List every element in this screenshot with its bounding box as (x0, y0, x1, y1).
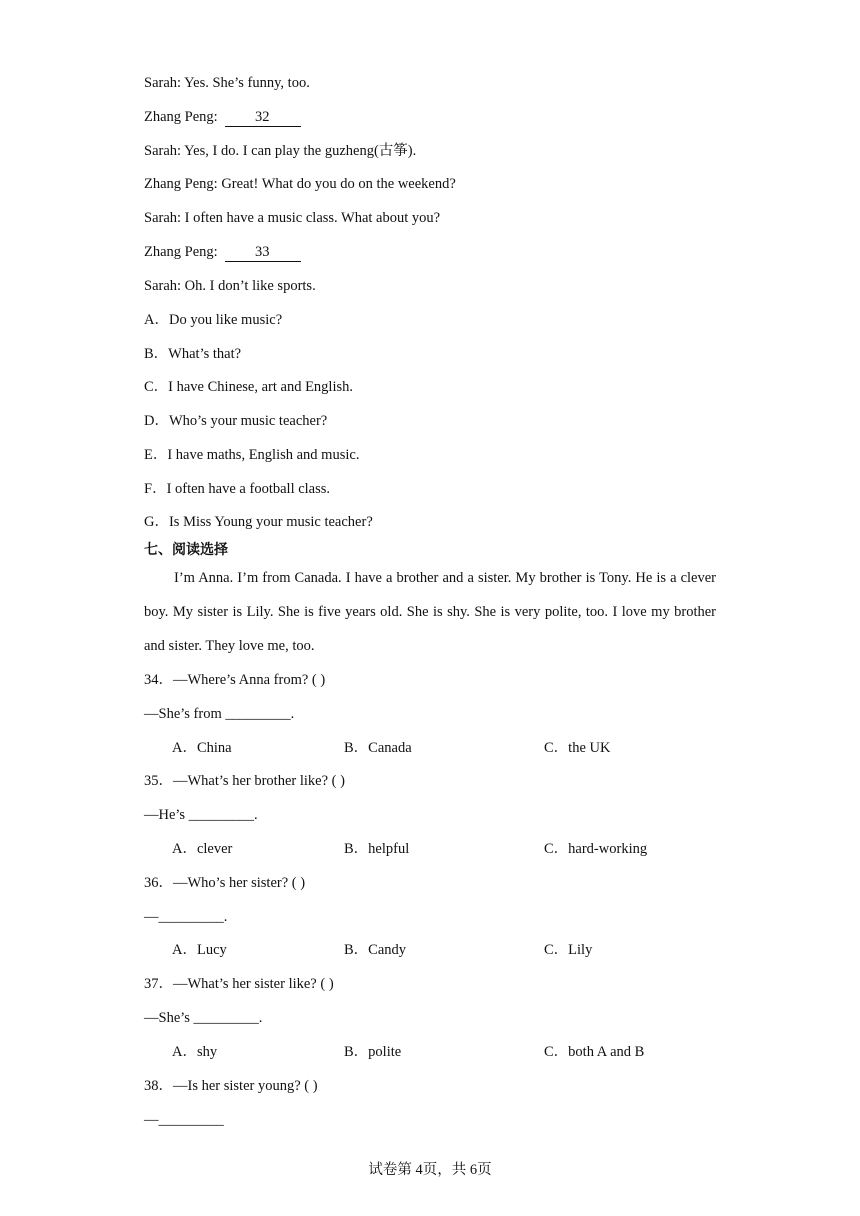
speaker-label: Zhang Peng: (144, 176, 218, 192)
option-row (172, 1042, 720, 1062)
option-a[interactable]: A．shy (172, 1044, 218, 1060)
choice-item: A．Do you like music? (144, 312, 283, 328)
answer-line: —She’s _________. (144, 1010, 263, 1026)
speaker-label: Sarah: (144, 143, 182, 159)
answer-line: —She’s from _________. (144, 706, 295, 722)
choice-item: E．I have maths, English and music. (144, 447, 360, 463)
answer-line: —_________ (144, 1112, 224, 1128)
dialogue-text: Great! What do you do on the weekend? (221, 176, 456, 192)
option-a[interactable]: A．Lucy (172, 942, 227, 958)
option-c[interactable]: C．hard-working (544, 841, 648, 857)
dialogue-line (144, 73, 720, 93)
speaker-label: Sarah: (144, 75, 182, 91)
option-b[interactable]: B．Canada (344, 740, 412, 756)
dialogue-line (144, 208, 720, 228)
option-row (172, 738, 720, 758)
dialogue-text: Yes, I do. I can play the guzheng(古筝). (184, 143, 417, 159)
question-text: 38．—Is her sister young? ( ) (144, 1078, 318, 1094)
answer-blank: 33 (225, 244, 301, 262)
answer-blank: 32 (225, 109, 301, 127)
option-b[interactable]: B．polite (344, 1044, 402, 1060)
dialogue-text: I often have a music class. What about you? (184, 210, 441, 226)
choice-item: F．I often have a football class. (144, 481, 331, 497)
option-a[interactable]: A．China (172, 740, 232, 756)
choice-item: B．What’s that? (144, 346, 242, 362)
dialogue-line (144, 107, 720, 127)
speaker-label: Zhang Peng: (144, 244, 218, 260)
choice-item: D．Who’s your music teacher? (144, 413, 328, 429)
choice-item: G．Is Miss Young your music teacher? (144, 514, 373, 530)
choice-item: C．I have Chinese, art and English. (144, 379, 353, 395)
option-a[interactable]: A．clever (172, 841, 233, 857)
option-c[interactable]: C．both A and B (544, 1044, 645, 1060)
reading-passage: I’m Anna. I’m from Canada. I have a brother and a sister. My brother is Tony. He is a clever boy. My sister is Lily. She is five years old. She is shy. She is very polite, too. I love my brother and sister. They love me, too. (144, 570, 716, 654)
question-text: 37．—What’s her sister like? ( ) (144, 976, 334, 992)
dialogue-text: Yes. She’s funny, too. (184, 75, 310, 91)
answer-line: —He’s _________. (144, 807, 258, 823)
option-c[interactable]: C．Lily (544, 942, 593, 958)
speaker-label: Zhang Peng: (144, 109, 218, 125)
dialogue-line (144, 141, 720, 161)
speaker-label: Sarah: (144, 210, 182, 226)
option-c[interactable]: C．the UK (544, 740, 611, 756)
page-footer: 试卷第 4页，共 6页 (368, 1162, 492, 1178)
question-text: 35．—What’s her brother like? ( ) (144, 773, 345, 789)
option-b[interactable]: B．Candy (344, 942, 407, 958)
question-text: 34．—Where’s Anna from? ( ) (144, 672, 326, 688)
dialogue-line (144, 242, 720, 262)
speaker-label: Sarah: (144, 278, 182, 294)
question-text: 36．—Who’s her sister? ( ) (144, 875, 306, 891)
dialogue-text: Oh. I don’t like sports. (184, 278, 316, 294)
option-row (172, 940, 720, 960)
dialogue-line (144, 174, 720, 194)
answer-line: —_________. (144, 909, 228, 925)
section-title: 七、阅读选择 (144, 542, 228, 558)
option-b[interactable]: B．helpful (344, 841, 410, 857)
dialogue-line (144, 276, 720, 296)
option-row (172, 839, 720, 859)
